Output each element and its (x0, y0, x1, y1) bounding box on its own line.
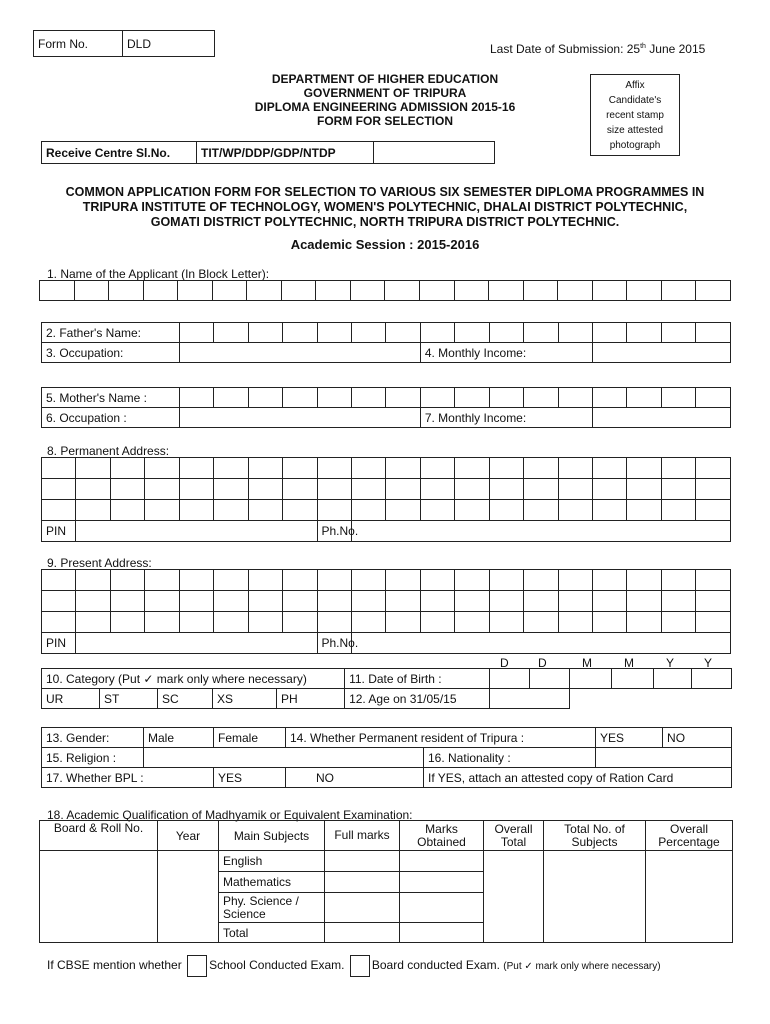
grid-cell[interactable] (214, 323, 248, 343)
grid-cell[interactable] (283, 323, 317, 343)
grid-cell[interactable] (283, 500, 317, 521)
permanent-address-grid[interactable] (41, 457, 731, 542)
grid-cell[interactable] (145, 570, 179, 591)
grid-cell[interactable] (248, 479, 282, 500)
grid-cell[interactable] (489, 612, 523, 633)
grid-cell[interactable] (661, 570, 695, 591)
header-board: Board & Roll No. (40, 821, 158, 851)
grid-cell[interactable] (145, 479, 179, 500)
pin-label: PIN (42, 521, 76, 542)
grid-cell[interactable] (420, 281, 455, 301)
grid-cell[interactable] (661, 458, 695, 479)
grid-cell[interactable] (524, 388, 558, 408)
grid-cell[interactable] (558, 323, 592, 343)
grid-cell[interactable] (179, 500, 213, 521)
dob-letter-y2: Y (704, 656, 713, 670)
dob-cell[interactable] (530, 669, 570, 689)
grid-cell[interactable] (179, 612, 213, 633)
grid-cell[interactable] (351, 612, 385, 633)
grid-cell[interactable] (214, 500, 248, 521)
grid-cell[interactable] (317, 570, 351, 591)
school-conducted-checkbox[interactable] (187, 955, 207, 977)
grid-cell[interactable] (696, 388, 731, 408)
grid-cell[interactable] (696, 612, 731, 633)
grid-cell[interactable] (454, 281, 489, 301)
phone-field[interactable] (351, 521, 730, 542)
grid-cell[interactable] (76, 570, 110, 591)
personal-details-table (41, 727, 732, 788)
grid-cell[interactable] (76, 591, 110, 612)
board-roll-field[interactable] (40, 851, 158, 943)
photo-box[interactable]: Affix Candidate's recent stamp size attested photograph (590, 74, 680, 156)
subject-mathematics: Mathematics (219, 872, 325, 893)
grid-cell[interactable] (42, 500, 76, 521)
grid-cell[interactable] (283, 458, 317, 479)
grid-cell[interactable] (76, 500, 110, 521)
grid-cell[interactable] (42, 612, 76, 633)
dob-letter-y1: Y (666, 656, 675, 670)
marks-obtained-cell[interactable] (400, 923, 484, 943)
grid-cell[interactable] (420, 323, 454, 343)
grid-cell[interactable] (524, 323, 558, 343)
marks-obtained-cell[interactable] (400, 872, 484, 893)
grid-cell[interactable] (110, 500, 144, 521)
dob-letter-d2: D (538, 656, 547, 670)
grid-cell[interactable] (489, 570, 523, 591)
grid-cell[interactable] (627, 281, 662, 301)
grid-cell[interactable] (592, 281, 627, 301)
grid-cell[interactable] (179, 323, 213, 343)
cbse-opt2: Board conducted Exam. (371, 958, 500, 973)
grid-cell[interactable] (661, 612, 695, 633)
grid-cell[interactable] (214, 570, 248, 591)
academic-session: Academic Session : 2015-2016 (290, 237, 480, 252)
dob-letters (490, 656, 730, 668)
grid-cell[interactable] (661, 500, 695, 521)
grid-cell[interactable] (696, 591, 731, 612)
grid-cell[interactable] (696, 570, 731, 591)
grid-cell[interactable] (143, 281, 178, 301)
grid-cell[interactable] (420, 591, 454, 612)
grid-cell[interactable] (696, 479, 731, 500)
nationality-field[interactable] (596, 748, 732, 768)
q18-label: 18. Academic Qualification of Madhyamik or Equivalent Examination: (47, 808, 413, 822)
grid-cell[interactable] (489, 500, 523, 521)
grid-cell[interactable] (386, 388, 420, 408)
dob-letter-d1: D (500, 656, 509, 670)
grid-cell[interactable] (524, 570, 558, 591)
grid-cell[interactable] (110, 570, 144, 591)
full-marks-cell[interactable] (325, 923, 400, 943)
header-total-subjects: Total No. of Subjects (544, 821, 646, 851)
grid-cell[interactable] (281, 281, 316, 301)
present-address-grid[interactable] (41, 569, 731, 654)
grid-cell[interactable] (317, 591, 351, 612)
father-income-field[interactable] (593, 343, 731, 363)
grid-cell[interactable] (593, 570, 627, 591)
grid-cell[interactable] (214, 388, 248, 408)
grid-cell[interactable] (627, 570, 661, 591)
grid-cell[interactable] (455, 500, 489, 521)
department-header: DEPARTMENT OF HIGHER EDUCATION GOVERNMENT OF TRIPURA DIPLOMA ENGINEERING ADMISSION 2015-16 FORM FOR SELECTION (254, 72, 516, 128)
overall-total-field[interactable] (484, 851, 544, 943)
grid-cell[interactable] (248, 388, 282, 408)
grid-cell[interactable] (386, 323, 420, 343)
grid-cell[interactable] (40, 281, 75, 301)
grid-cell[interactable] (179, 479, 213, 500)
category-ur[interactable]: UR (42, 689, 100, 709)
grid-cell[interactable] (179, 388, 213, 408)
subject-english: English (219, 851, 325, 872)
q10-label: 10. Category (Put ✓ mark only where necessary) (42, 669, 345, 689)
grid-cell[interactable] (489, 281, 524, 301)
form-title: COMMON APPLICATION FORM FOR SELECTION TO VARIOUS SIX SEMESTER DIPLOMA PROGRAMMES IN TRIPURA INSTITUTE OF TECHNOLOGY, WOMEN'S POLYTECHNIC, DHALAI DISTRICT POLYTECHNIC, GOMATI DISTRICT POLYTECHNIC, NORTH TRIPURA DISTRICT POLYTECHNIC. (65, 185, 705, 229)
grid-cell[interactable] (248, 591, 282, 612)
grid-cell[interactable] (696, 323, 731, 343)
grid-cell[interactable] (696, 500, 731, 521)
blank-cell (570, 689, 732, 709)
academic-table (39, 820, 733, 943)
subject-science: Phy. Science / Science (219, 893, 325, 923)
header-full-marks: Full marks (325, 821, 400, 851)
q9-label: 9. Present Address: (47, 556, 152, 570)
grid-cell[interactable] (42, 591, 76, 612)
grid-cell[interactable] (558, 591, 592, 612)
header-year: Year (158, 821, 219, 851)
grid-cell[interactable] (420, 500, 454, 521)
q8-label: 8. Permanent Address: (47, 444, 170, 458)
header-marks-obtained: Marks Obtained (400, 821, 484, 851)
grid-cell[interactable] (212, 281, 247, 301)
grid-cell[interactable] (386, 612, 420, 633)
grid-cell[interactable] (109, 281, 144, 301)
grid-cell[interactable] (178, 281, 213, 301)
board-conducted-checkbox[interactable] (350, 955, 370, 977)
grid-cell[interactable] (661, 388, 695, 408)
q5-label: 5. Mother's Name : (42, 388, 180, 408)
grid-cell[interactable] (455, 458, 489, 479)
receive-centre-codes: TIT/WP/DDP/GDP/NTDP (197, 142, 374, 164)
grid-cell[interactable] (351, 591, 385, 612)
grid-cell[interactable] (317, 479, 351, 500)
phone-label: Ph.No. (317, 633, 351, 654)
grid-cell[interactable] (627, 500, 661, 521)
cbse-opt1: School Conducted Exam. (209, 958, 345, 973)
grid-cell[interactable] (661, 323, 695, 343)
grid-cell[interactable] (558, 500, 592, 521)
grid-cell[interactable] (317, 388, 351, 408)
last-date: Last Date of Submission: 25th June 2015 (490, 42, 706, 56)
grid-cell[interactable] (214, 612, 248, 633)
grid-cell[interactable] (351, 388, 385, 408)
grid-cell[interactable] (661, 479, 695, 500)
grid-cell[interactable] (524, 458, 558, 479)
phone-label: Ph.No. (317, 521, 351, 542)
grid-cell[interactable] (489, 458, 523, 479)
receive-centre-field[interactable] (374, 142, 495, 164)
grid-cell[interactable] (247, 281, 282, 301)
grid-cell[interactable] (420, 612, 454, 633)
grid-cell[interactable] (420, 388, 454, 408)
grid-cell[interactable] (627, 479, 661, 500)
category-dob-table (41, 668, 732, 709)
q7-label: 7. Monthly Income: (420, 408, 592, 428)
grid-cell[interactable] (42, 458, 76, 479)
mother-occupation-field[interactable] (179, 408, 420, 428)
grid-cell[interactable] (593, 388, 627, 408)
grid-cell[interactable] (110, 458, 144, 479)
form-no-table (33, 30, 215, 57)
pin-label: PIN (42, 633, 76, 654)
grid-cell[interactable] (627, 458, 661, 479)
grid-cell[interactable] (524, 479, 558, 500)
q13-label: 13. Gender: (42, 728, 144, 748)
grid-cell[interactable] (351, 570, 385, 591)
grid-cell[interactable] (558, 479, 592, 500)
grid-cell[interactable] (351, 479, 385, 500)
bpl-yes[interactable]: YES (214, 768, 286, 788)
grid-cell[interactable] (455, 591, 489, 612)
grid-cell[interactable] (524, 612, 558, 633)
religion-field[interactable] (144, 748, 424, 768)
grid-cell[interactable] (420, 570, 454, 591)
gender-male[interactable]: Male (144, 728, 214, 748)
father-table (41, 322, 731, 363)
grid-cell[interactable] (386, 458, 420, 479)
age-field[interactable] (490, 689, 570, 709)
grid-cell[interactable] (316, 281, 351, 301)
grid-cell[interactable] (455, 612, 489, 633)
grid-cell[interactable] (627, 323, 661, 343)
q15-label: 15. Religion : (42, 748, 144, 768)
grid-cell[interactable] (76, 458, 110, 479)
grid-cell[interactable] (214, 591, 248, 612)
grid-cell[interactable] (455, 388, 489, 408)
overall-percentage-field[interactable] (646, 851, 733, 943)
grid-cell[interactable] (420, 479, 454, 500)
grid-cell[interactable] (661, 281, 696, 301)
resident-no[interactable]: NO (663, 728, 732, 748)
q6-label: 6. Occupation : (42, 408, 180, 428)
pin-field[interactable] (76, 521, 317, 542)
grid-cell[interactable] (558, 388, 592, 408)
grid-cell[interactable] (179, 458, 213, 479)
form-no-label: Form No. (34, 31, 123, 57)
grid-cell[interactable] (74, 281, 109, 301)
grid-cell[interactable] (248, 570, 282, 591)
q16-label: 16. Nationality : (424, 748, 596, 768)
grid-cell[interactable] (489, 323, 523, 343)
grid-cell[interactable] (350, 281, 385, 301)
grid-cell[interactable] (661, 591, 695, 612)
grid-cell[interactable] (214, 458, 248, 479)
grid-cell[interactable] (283, 479, 317, 500)
grid-cell[interactable] (524, 500, 558, 521)
grid-cell[interactable] (696, 458, 731, 479)
grid-cell[interactable] (110, 612, 144, 633)
marks-obtained-cell[interactable] (400, 893, 484, 923)
grid-cell[interactable] (145, 591, 179, 612)
q1-label: 1. Name of the Applicant (In Block Letter): (47, 267, 270, 281)
grid-cell[interactable] (489, 388, 523, 408)
dob-cell[interactable] (490, 669, 530, 689)
grid-cell[interactable] (283, 388, 317, 408)
grid-cell[interactable] (317, 612, 351, 633)
full-marks-cell[interactable] (325, 893, 400, 923)
grid-cell[interactable] (248, 612, 282, 633)
grid-cell[interactable] (76, 612, 110, 633)
grid-cell[interactable] (593, 591, 627, 612)
grid-cell[interactable] (627, 612, 661, 633)
grid-cell[interactable] (386, 479, 420, 500)
full-marks-cell[interactable] (325, 872, 400, 893)
category-ph[interactable]: PH (277, 689, 345, 709)
full-marks-cell[interactable] (325, 851, 400, 872)
dob-cell[interactable] (692, 669, 732, 689)
grid-cell[interactable] (317, 500, 351, 521)
grid-cell[interactable] (110, 591, 144, 612)
phone-field[interactable] (351, 633, 730, 654)
grid-cell[interactable] (248, 323, 282, 343)
grid-cell[interactable] (110, 479, 144, 500)
header-overall-percentage: Overall Percentage (646, 821, 733, 851)
q2-label: 2. Father's Name: (42, 323, 180, 343)
grid-cell[interactable] (317, 458, 351, 479)
q4-label: 4. Monthly Income: (420, 343, 592, 363)
grid-cell[interactable] (558, 458, 592, 479)
grid-cell[interactable] (455, 570, 489, 591)
grid-cell[interactable] (593, 458, 627, 479)
bpl-note: If YES, attach an attested copy of Ration Card (424, 768, 732, 788)
grid-cell[interactable] (145, 500, 179, 521)
bpl-no[interactable]: NO (286, 768, 424, 788)
grid-cell[interactable] (317, 323, 351, 343)
marks-obtained-cell[interactable] (400, 851, 484, 872)
grid-cell[interactable] (179, 570, 213, 591)
grid-cell[interactable] (523, 281, 558, 301)
grid-cell[interactable] (593, 612, 627, 633)
receive-centre-label: Receive Centre Sl.No. (42, 142, 197, 164)
grid-cell[interactable] (420, 458, 454, 479)
dob-letter-m2: M (624, 656, 634, 670)
q14-label: 14. Whether Permanent resident of Tripura : (286, 728, 596, 748)
year-field[interactable] (158, 851, 219, 943)
grid-cell[interactable] (42, 570, 76, 591)
grid-cell[interactable] (593, 500, 627, 521)
grid-cell[interactable] (179, 591, 213, 612)
category-xs[interactable]: XS (213, 689, 277, 709)
mother-table (41, 387, 731, 428)
grid-cell[interactable] (145, 458, 179, 479)
header-overall-total: Overall Total (484, 821, 544, 851)
category-sc[interactable]: SC (158, 689, 213, 709)
grid-cell[interactable] (558, 281, 593, 301)
grid-cell[interactable] (42, 479, 76, 500)
grid-cell[interactable] (558, 612, 592, 633)
total-subjects-field[interactable] (544, 851, 646, 943)
grid-cell[interactable] (214, 479, 248, 500)
grid-cell[interactable] (593, 479, 627, 500)
applicant-name-grid[interactable] (39, 280, 731, 301)
resident-yes[interactable]: YES (596, 728, 663, 748)
q11-label: 11. Date of Birth : (345, 669, 490, 689)
grid-cell[interactable] (558, 570, 592, 591)
grid-cell[interactable] (385, 281, 420, 301)
grid-cell[interactable] (489, 479, 523, 500)
dob-cell[interactable] (612, 669, 654, 689)
grid-cell[interactable] (455, 479, 489, 500)
gender-female[interactable]: Female (214, 728, 286, 748)
header-subjects: Main Subjects (219, 821, 325, 851)
grid-cell[interactable] (283, 570, 317, 591)
grid-cell[interactable] (489, 591, 523, 612)
q12-label: 12. Age on 31/05/15 (345, 689, 490, 709)
grid-cell[interactable] (283, 612, 317, 633)
grid-cell[interactable] (627, 388, 661, 408)
grid-cell[interactable] (351, 500, 385, 521)
grid-cell[interactable] (386, 570, 420, 591)
grid-cell[interactable] (351, 323, 385, 343)
grid-cell[interactable] (696, 281, 731, 301)
q17-label: 17. Whether BPL : (42, 768, 214, 788)
grid-cell[interactable] (524, 591, 558, 612)
grid-cell[interactable] (248, 500, 282, 521)
grid-cell[interactable] (593, 323, 627, 343)
q3-label: 3. Occupation: (42, 343, 180, 363)
grid-cell[interactable] (145, 612, 179, 633)
form-no-value: DLD (123, 31, 215, 57)
receive-centre-table (41, 141, 495, 164)
grid-cell[interactable] (386, 500, 420, 521)
cbse-note: (Put ✓ mark only where necessary) (503, 961, 661, 973)
dob-cell[interactable] (654, 669, 692, 689)
pin-field[interactable] (76, 633, 317, 654)
grid-cell[interactable] (76, 479, 110, 500)
cbse-line (47, 955, 661, 977)
category-st[interactable]: ST (100, 689, 158, 709)
mother-income-field[interactable] (593, 408, 731, 428)
dob-letter-m1: M (582, 656, 592, 670)
father-occupation-field[interactable] (179, 343, 420, 363)
grid-cell[interactable] (283, 591, 317, 612)
grid-cell[interactable] (455, 323, 489, 343)
grid-cell[interactable] (351, 458, 385, 479)
subject-total: Total (219, 923, 325, 943)
grid-cell[interactable] (627, 591, 661, 612)
cbse-prefix: If CBSE mention whether (47, 958, 182, 973)
dob-cell[interactable] (570, 669, 612, 689)
grid-cell[interactable] (386, 591, 420, 612)
grid-cell[interactable] (248, 458, 282, 479)
